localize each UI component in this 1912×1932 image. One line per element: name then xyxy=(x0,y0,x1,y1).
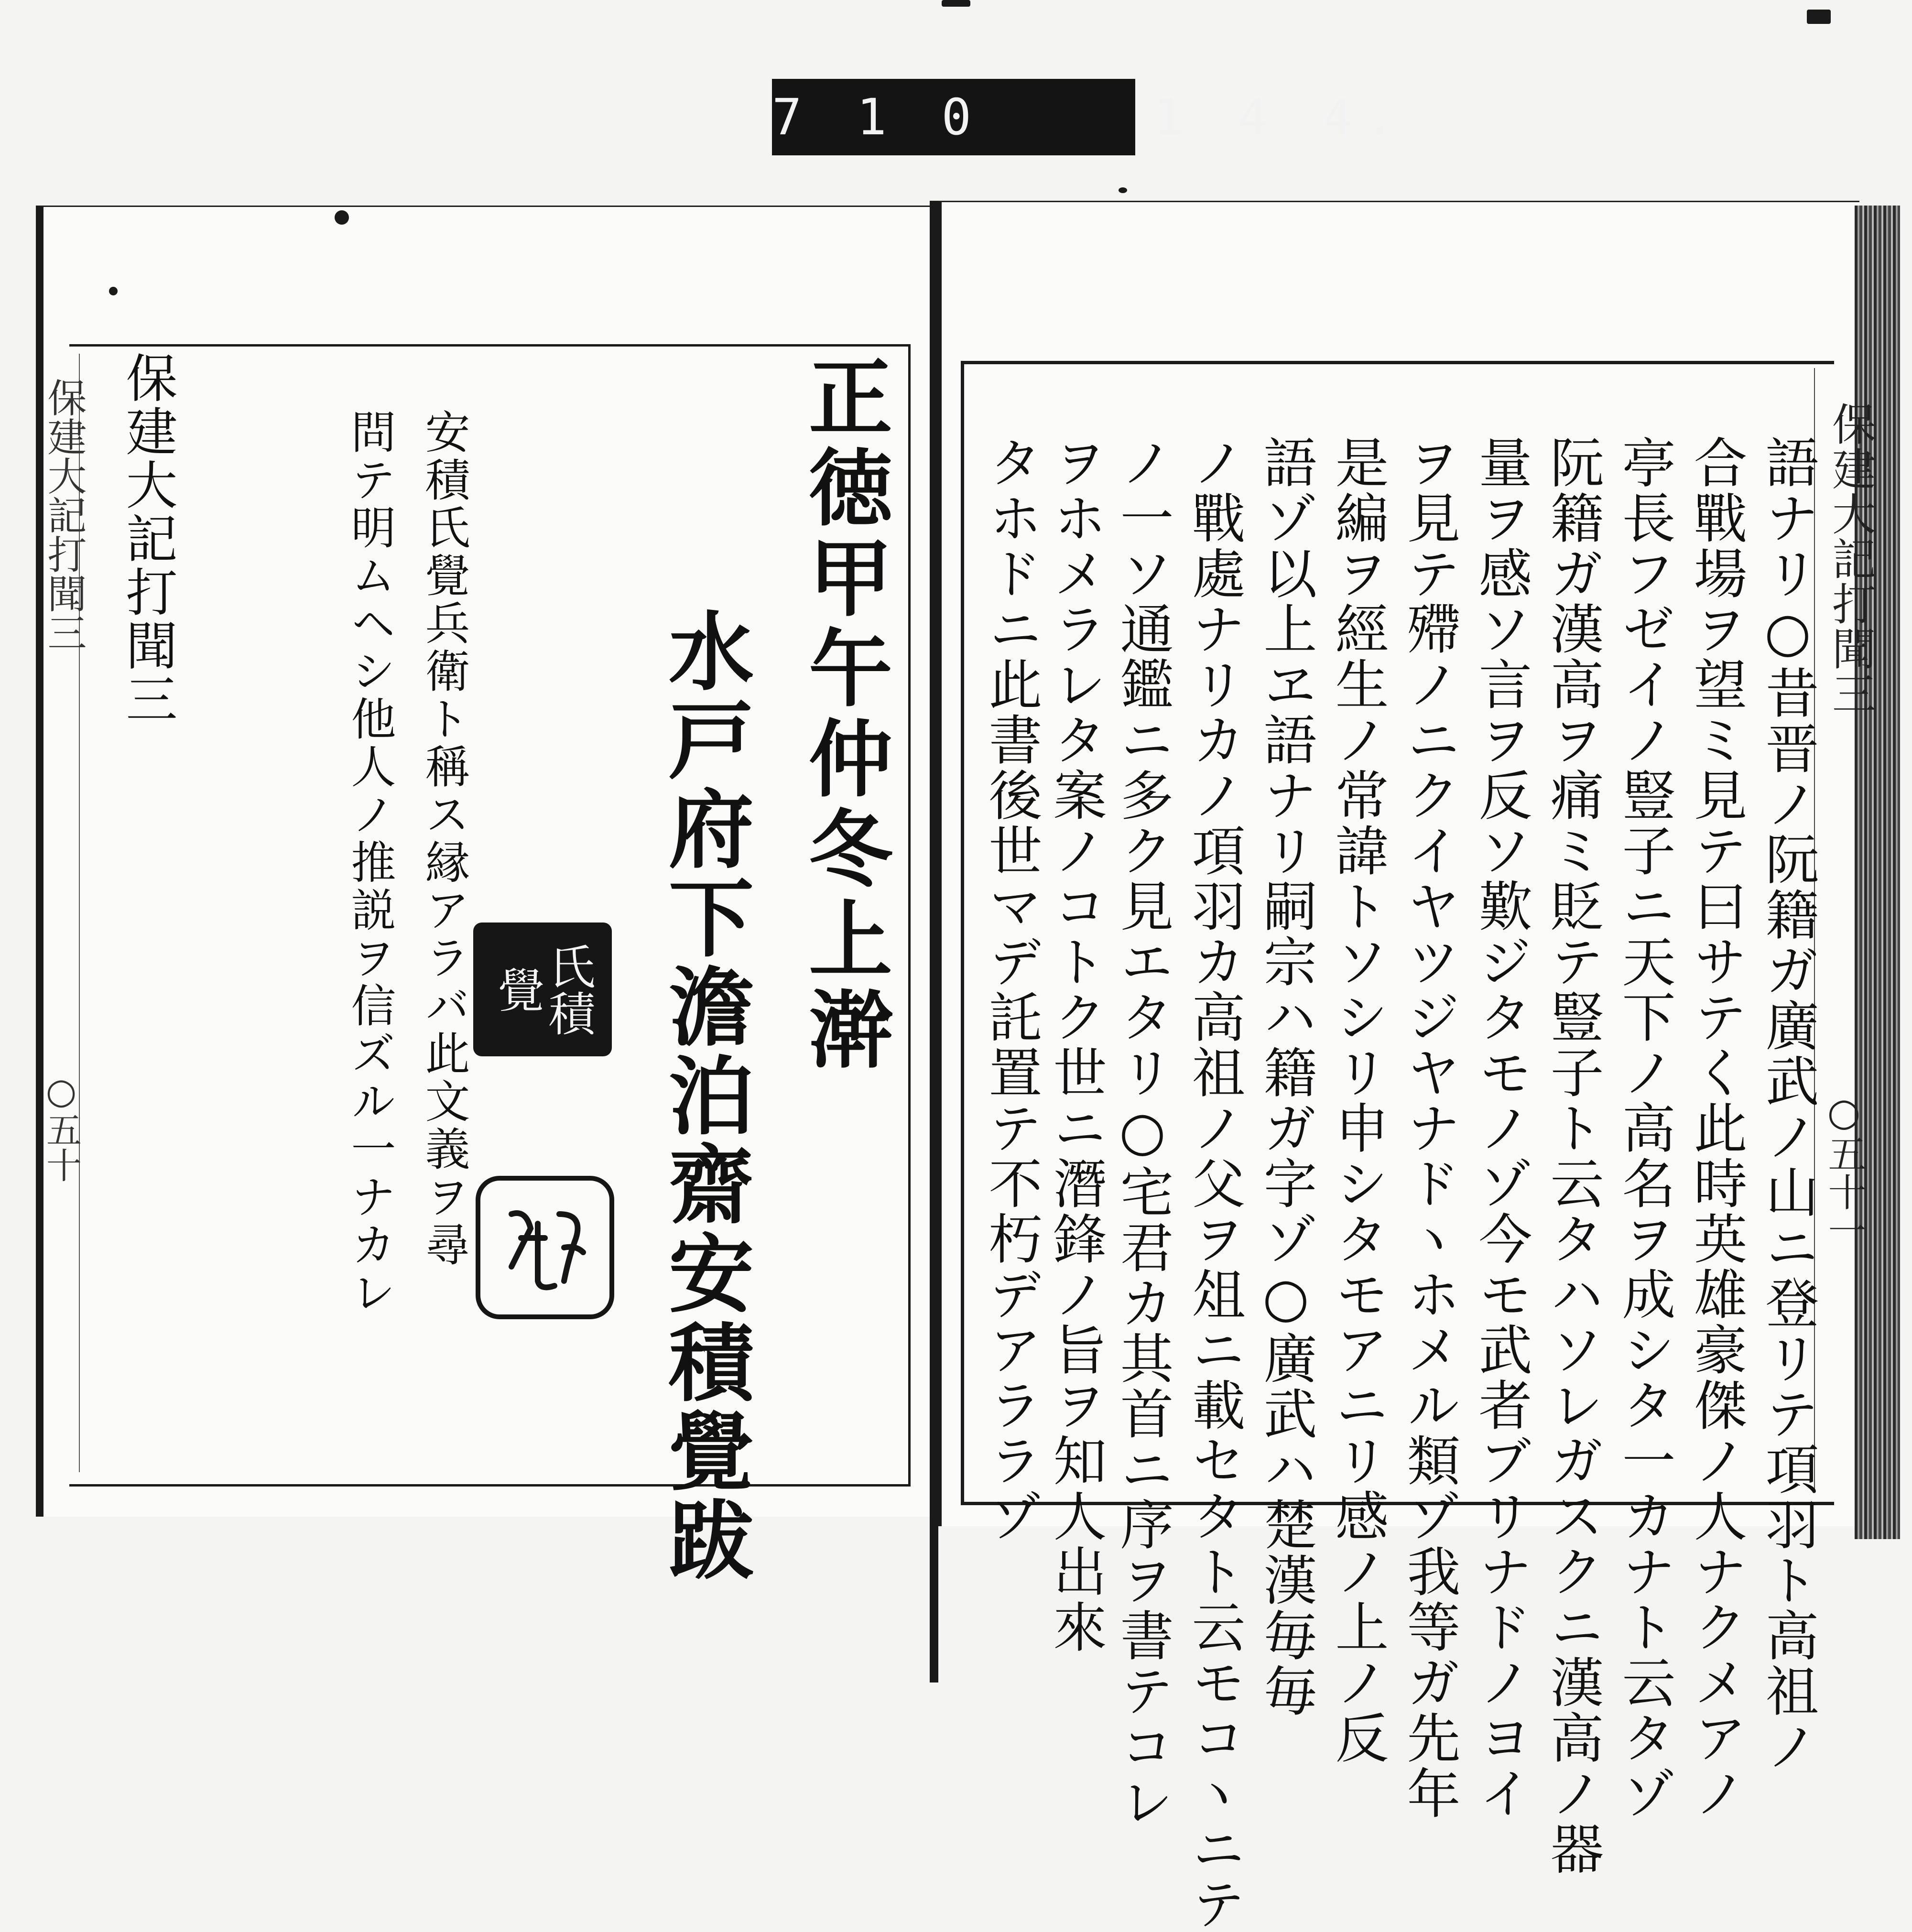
right-book-title: 保建大記打聞三 xyxy=(1825,402,1876,716)
seal-glyph-icon xyxy=(492,1195,598,1300)
body-line: 合戰場ヲ望ミ見テ曰サテく此時英雄豪傑ノ人ナクメアノ xyxy=(1685,435,1747,1821)
scan-speck xyxy=(942,0,970,7)
colophon-author: 水戸府下澹泊齋安積覺跋 xyxy=(654,607,754,1585)
scan-speck xyxy=(109,287,118,295)
body-line: ノ一ソ通鑑ニ多ク見エタリ○宅君カ其首ニ序ヲ書テコレ xyxy=(1111,435,1173,1830)
body-line: 語ナリ○昔晋ノ阮籍ガ廣武ノ山ニ登リテ項羽ト高祖ノ xyxy=(1757,435,1819,1774)
book-title: 保建大記打聞三 xyxy=(117,351,177,726)
seal-text: 覺 xyxy=(490,966,544,1013)
body-line: ノ戰處ナリカノ項羽カ高祖ノ父ヲ俎ニ載セタト云モコヽニテ xyxy=(1183,435,1245,1932)
colophon-date: 正徳甲午仲冬上澣 xyxy=(795,354,893,1076)
scan-speck xyxy=(335,210,349,225)
round-seal xyxy=(476,1176,614,1319)
left-edge-title: 保建大記打聞三 xyxy=(41,378,87,652)
book-gutter xyxy=(930,201,938,1682)
note-line: 安積氏覺兵衛ト稱ス縁アラバ此文義ヲ尋 xyxy=(417,409,469,1269)
body-line: ヲホメラレタ案ノコトク世ニ潛鋒ノ旨ヲ知人出來 xyxy=(1044,435,1107,1655)
right-page-number: ○五十一 xyxy=(1822,1090,1866,1249)
square-seal xyxy=(473,923,612,1056)
left-edge-page-number: ○五十 xyxy=(41,1071,82,1183)
body-line: 量ヲ感ソ言ヲ反ソ歎ジタモノゾ今モ武者ブリナドノヨイ xyxy=(1470,435,1532,1821)
note-line: 問テ明ムヘシ他人ノ推説ヲ信ズル一ナカレ xyxy=(343,409,395,1317)
scan-speck xyxy=(1119,187,1127,193)
seal-text: 氏積 xyxy=(541,943,595,1036)
body-line: タホドニ此書後世マデ託置テ不朽デアララゾ xyxy=(980,435,1042,1544)
catalog-number-label: 7 1 0 1 4 4. xyxy=(772,79,1135,155)
body-line: 亭長フゼイノ豎子ニ天下ノ高名ヲ成シタ一カナト云タゾ xyxy=(1613,435,1675,1821)
scan-speck xyxy=(1807,10,1831,24)
body-line: ヲ見テ殢ノニクイヤツジヤナドヽホメル類ゾ我等ガ先年 xyxy=(1398,435,1460,1821)
body-line: 語ゾ以上ヱ語ナリ嗣宗ハ籍ガ字ゾ○廣武ハ楚漢毎毎 xyxy=(1255,435,1317,1719)
body-line: 阮籍ガ漢高ヲ痛ミ貶テ豎子ト云タハソレガスクニ漢高ノ器 xyxy=(1542,435,1604,1877)
body-line: 是編ヲ經生ノ常諱トソシリ申シタモアニリ感ノ上ノ反 xyxy=(1326,435,1389,1766)
